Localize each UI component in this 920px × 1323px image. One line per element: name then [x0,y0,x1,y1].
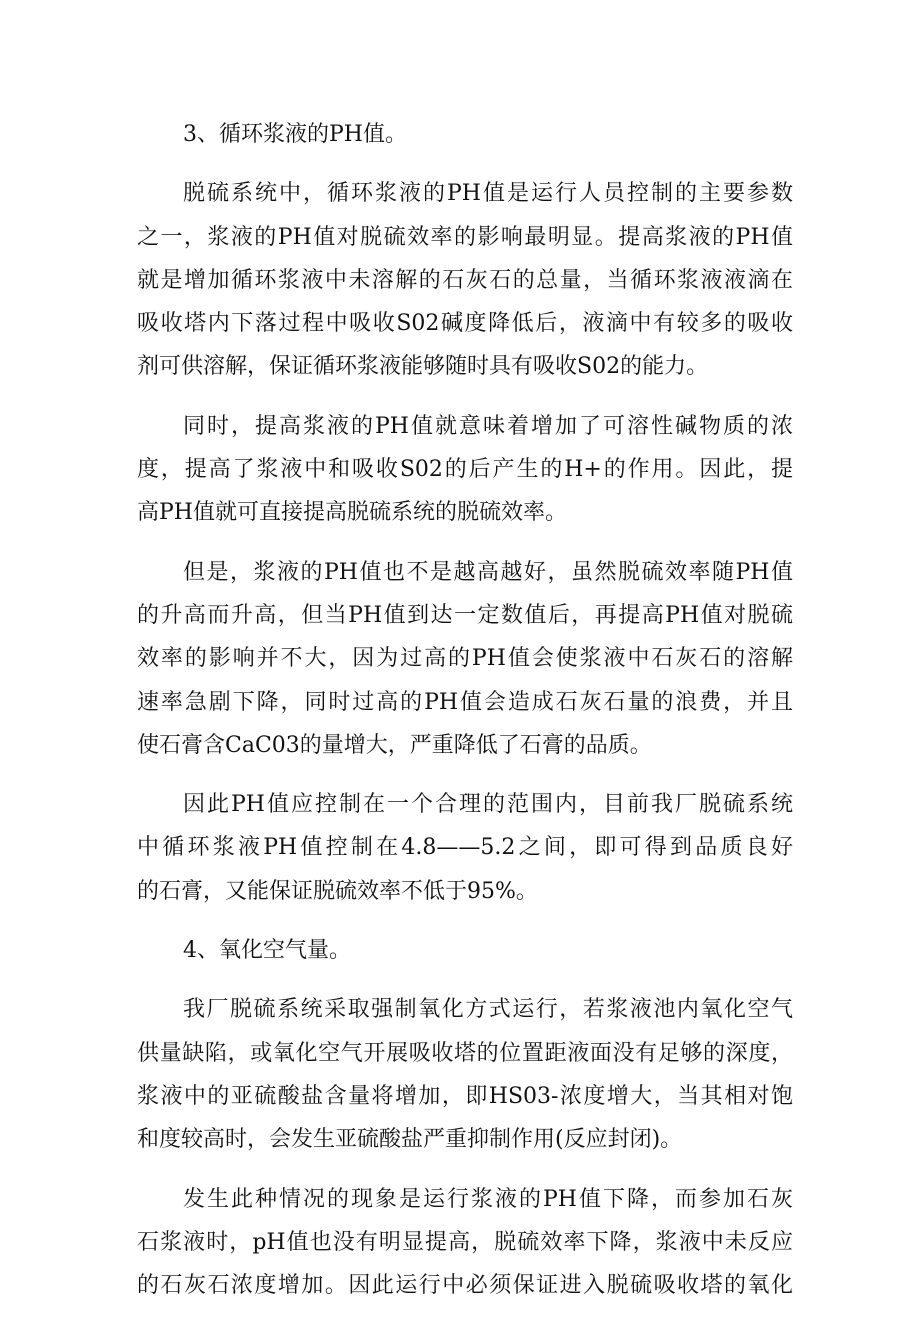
section-heading [137,113,793,156]
document-page [137,113,793,1323]
text-line: 效率的影响并不大，因为过高的PH值会使浆液中石灰石的溶解 [137,646,793,672]
text-line: 脱硫系统中，循环浆液的PH值是运行人员控制的主要参数 [183,181,793,207]
text-line: 石浆液时，pH值也没有明显提高，脱硫效率下降，浆液中未反应 [137,1229,793,1255]
text-line: 度，提高了浆液中和吸收S02的后产生的H+的作用。因此，提 [137,457,793,483]
text-line: 发生此种情况的现象是运行浆液的PH值下降，而参加石灰 [183,1186,793,1212]
text-line: 浆液中的亚硫酸盐含量将增加，即HS03-浓度增大，当其相对饱 [137,1083,793,1109]
text-line: 剂可供溶解，保证循环浆液能够随时具有吸收S02的能力。 [137,354,709,380]
text-line: 但是，浆液的PH值也不是越高越好，虽然脱硫效率随PH值 [183,559,793,585]
text-line: 3、循环浆液的PH值。 [183,122,407,147]
paragraph [137,172,793,388]
text-line: 使石膏含CaC03的量增大，严重降低了石膏的品质。 [137,732,652,758]
paragraph [137,783,793,913]
text-line: 吸收塔内下落过程中吸收S02碱度降低后，液滴中有较多的吸收 [137,311,793,337]
paragraph [137,551,793,767]
text-line: 因此PH值应控制在一个合理的范围内，目前我厂脱硫系统 [183,792,793,818]
text-line: 的升高而升高，但当PH值到达一定数值后，再提高PH值对脱硫 [137,602,793,628]
text-line: 我厂脱硫系统采取强制氧化方式运行，若浆液池内氧化空气 [183,997,793,1023]
text-line: 和度较高时，会发生亚硫酸盐严重抑制作用(反应封闭)。 [137,1127,683,1153]
text-line: 同时，提高浆液的PH值就意味着增加了可溶性碱物质的浓 [183,413,793,439]
paragraph [137,1178,793,1308]
paragraph [137,405,793,535]
text-line: 高PH值就可直接提高脱硫系统的脱硫效率。 [137,500,567,526]
text-line: 中循环浆液PH值控制在4.8——5.2之间，即可得到品质良好 [137,835,793,861]
paragraph [137,988,793,1161]
text-line: 的石膏，又能保证脱硫效率不低于95%。 [137,878,538,904]
text-line: 供量缺陷，或氧化空气开展吸收塔的位置距液面没有足够的深度， [137,1040,793,1066]
text-line: 之一，浆液的PH值对脱硫效率的影响最明显。提高浆液的PH值 [137,224,793,250]
text-line: 4、氧化空气量。 [183,938,351,964]
text-line: 的石灰石浓度增加。因此运行中必须保证进入脱硫吸收塔的氧化 [137,1273,793,1299]
section-heading [137,929,793,972]
text-line: 速率急剧下降，同时过高的PH值会造成石灰石量的浪费，并且 [137,689,793,715]
text-line: 就是增加循环浆液中未溶解的石灰石的总量，当循环浆液液滴在 [137,267,793,293]
